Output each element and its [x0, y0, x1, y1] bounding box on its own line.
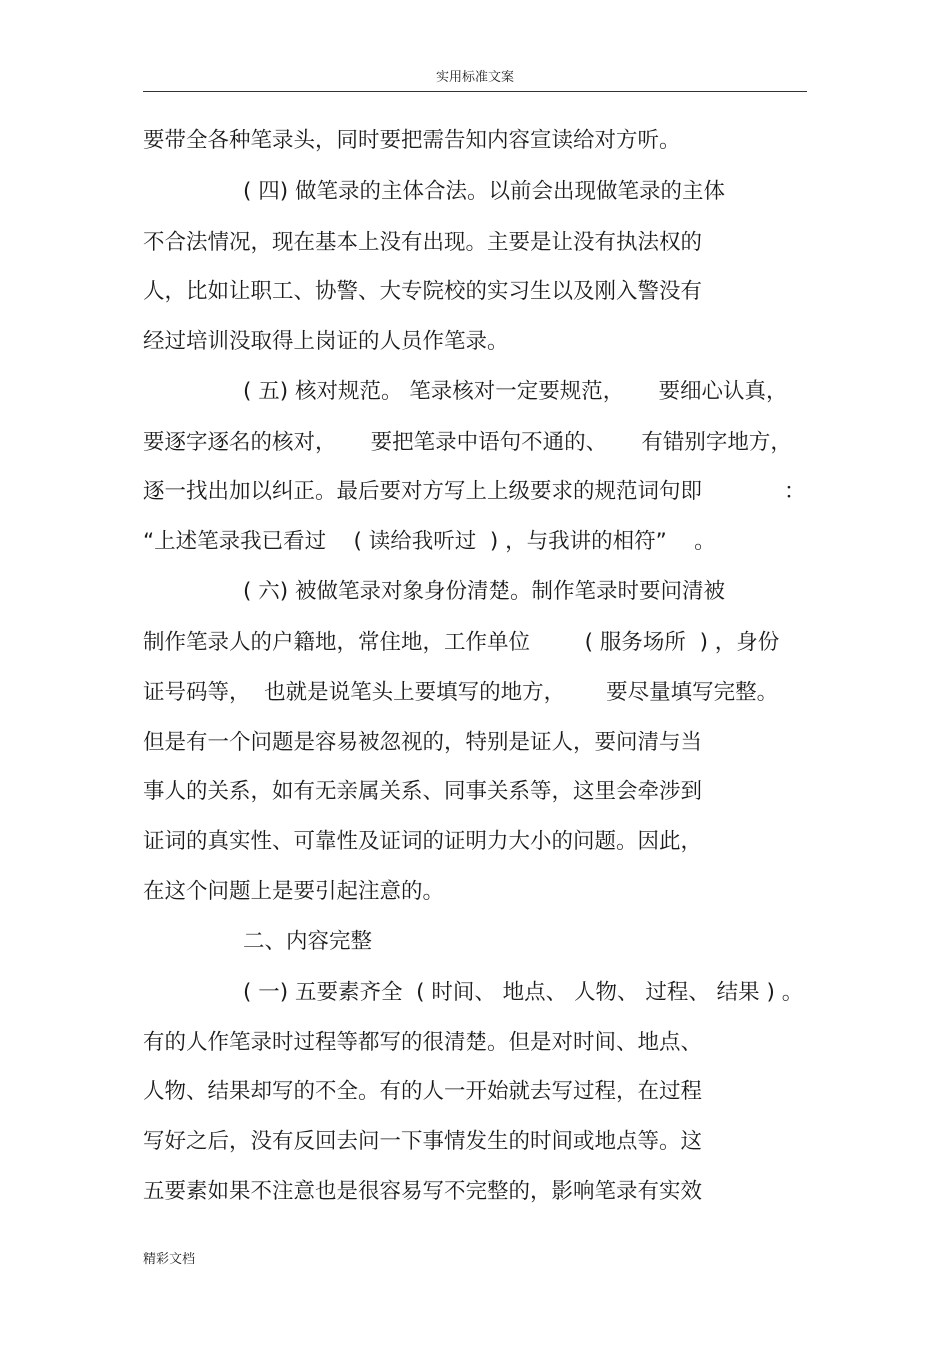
body-line-1: 要带全各种笔录头，同时要把需告知内容宣读给对方听。 — [143, 128, 681, 153]
body-line-8: 逐一找出加以纠正。最后要对方写上上级要求的规范词句即 ： — [143, 479, 806, 504]
body-line-21: 写好之后，没有反回去问一下事情发生的时间或地点等。这 — [143, 1129, 703, 1154]
body-line-14: 事人的关系，如有无亲属关系、同事关系等，这里会牵涉到 — [143, 779, 703, 804]
body-line-18: ( 一) 五要素齐全 ( 时间、 地点、 人物、 过程、 结果 ) 。 — [243, 980, 804, 1005]
body-line-13: 但是有一个问题是容易被忽视的，特别是证人，要问清与当 — [143, 730, 703, 755]
body-line-19: 有的人作笔录时过程等都写的很清楚。但是对时间、地点、 — [143, 1030, 703, 1055]
body-line-7: 要逐字逐名的核对， 要把笔录中语句不通的、 有错别字地方， — [143, 430, 792, 455]
body-line-4: 人，比如让职工、协警、大专院校的实习生以及刚入警没有 — [143, 279, 703, 304]
body-line-16: 在这个问题上是要引起注意的。 — [143, 879, 445, 904]
body-line-5: 经过培训没取得上岗证的人员作笔录。 — [143, 329, 509, 354]
header-divider — [143, 91, 807, 92]
body-line-3: 不合法情况，现在基本上没有出现。主要是让没有执法权的 — [143, 230, 703, 255]
body-line-11: 制作笔录人的户籍地，常住地，工作单位 ( 服务场所 ) ，身份 — [143, 630, 780, 655]
body-line-20: 人物、结果却写的不全。有的人一开始就去写过程，在过程 — [143, 1079, 703, 1104]
body-line-9: “上述笔录我已看过 ( 读给我听过 ) ，与我讲的相符” 。 — [143, 529, 716, 554]
page-header-title: 实用标准文案 — [435, 70, 514, 85]
body-line-22: 五要素如果不注意也是很容易写不完整的，影响笔录有实效 — [143, 1179, 703, 1204]
body-line-15: 证词的真实性、可靠性及证词的证明力大小的问题。因此， — [143, 829, 703, 854]
body-line-6: ( 五) 核对规范。 笔录核对一定要规范， 要细心认真， — [243, 379, 788, 404]
body-line-10: ( 六) 被做笔录对象身份清楚。制作笔录时要问清被 — [243, 579, 725, 604]
body-line-2: ( 四) 做笔录的主体合法。以前会出现做笔录的主体 — [243, 179, 725, 204]
page-footer-text: 精彩文档 — [143, 1252, 196, 1267]
section-heading: 二、内容完整 — [243, 929, 373, 954]
body-line-12: 证号码等， 也就是说笔头上要填写的地方， 要尽量填写完整。 — [143, 680, 779, 705]
